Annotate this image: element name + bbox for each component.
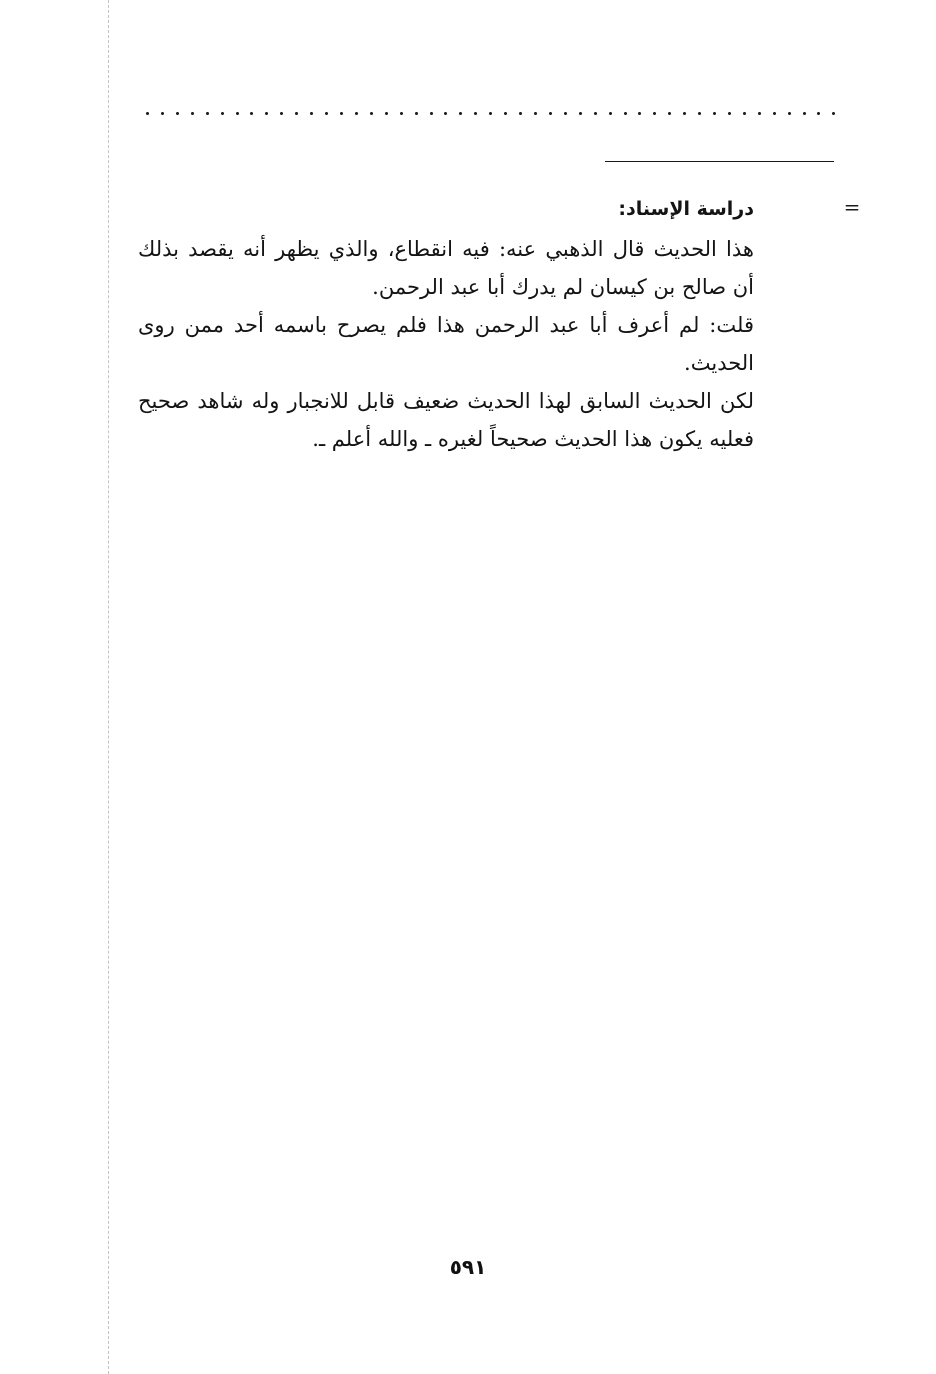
separator-dot xyxy=(534,112,537,115)
separator-dot xyxy=(474,112,477,115)
separator-dot xyxy=(430,112,433,115)
separator-dot xyxy=(788,112,791,115)
separator-dot xyxy=(236,112,239,115)
dotted-separator xyxy=(146,102,836,124)
separator-dot xyxy=(683,112,686,115)
separator-dot xyxy=(400,112,403,115)
separator-dot xyxy=(385,112,388,115)
isnad-study-section xyxy=(138,188,754,458)
separator-dot xyxy=(624,112,627,115)
separator-dot xyxy=(355,112,358,115)
separator-dot xyxy=(191,112,194,115)
separator-dot xyxy=(549,112,552,115)
separator-dot xyxy=(609,112,612,115)
separator-dot xyxy=(340,112,343,115)
separator-dot xyxy=(758,112,761,115)
separator-dot xyxy=(221,112,224,115)
separator-dot xyxy=(176,112,179,115)
separator-dot xyxy=(250,112,253,115)
separator-dot xyxy=(579,112,582,115)
separator-dot xyxy=(773,112,776,115)
separator-dot xyxy=(713,112,716,115)
separator-dot xyxy=(653,112,656,115)
separator-dot xyxy=(519,112,522,115)
separator-dot xyxy=(206,112,209,115)
separator-dot xyxy=(146,112,149,115)
separator-dot xyxy=(280,112,283,115)
separator-dot xyxy=(728,112,731,115)
separator-dot xyxy=(803,112,806,115)
separator-dot xyxy=(638,112,641,115)
paragraph: لكن الحديث السابق لهذا الحديث ضعيف قابل للانجبار وله شاهد صحيح فعليه يكون هذا الحديث صحيحاً لغيره ـ والله أعلم ـ. xyxy=(138,389,754,451)
separator-dot xyxy=(161,112,164,115)
paragraph: قلت: لم أعرف أبا عبد الرحمن هذا فلم يصرح باسمه أحد ممن روى الحديث. xyxy=(138,313,754,375)
separator-dot xyxy=(564,112,567,115)
binding-edge-line xyxy=(108,0,109,1374)
paragraph: هذا الحديث قال الذهبي عنه: فيه انقطاع، والذي يظهر أنه يقصد بذلك أن صالح بن كيسان لم يدرك أبا عبد الرحمن. xyxy=(138,237,754,299)
separator-dot xyxy=(832,112,835,115)
separator-dot xyxy=(295,112,298,115)
separator-dot xyxy=(370,112,373,115)
separator-dot xyxy=(325,112,328,115)
separator-dot xyxy=(489,112,492,115)
separator-dot xyxy=(668,112,671,115)
separator-dot xyxy=(594,112,597,115)
separator-dot xyxy=(698,112,701,115)
separator-dot xyxy=(459,112,462,115)
footnote-continuation-marker: = xyxy=(843,195,861,219)
separator-dot xyxy=(817,112,820,115)
separator-dot xyxy=(415,112,418,115)
footnote-separator xyxy=(605,161,834,162)
page-number: ٥٩١ xyxy=(449,1255,487,1279)
separator-dot xyxy=(504,112,507,115)
section-heading: دراسة الإسناد: xyxy=(618,198,754,220)
separator-dot xyxy=(743,112,746,115)
separator-dot xyxy=(265,112,268,115)
separator-dot xyxy=(310,112,313,115)
separator-dot xyxy=(444,112,447,115)
